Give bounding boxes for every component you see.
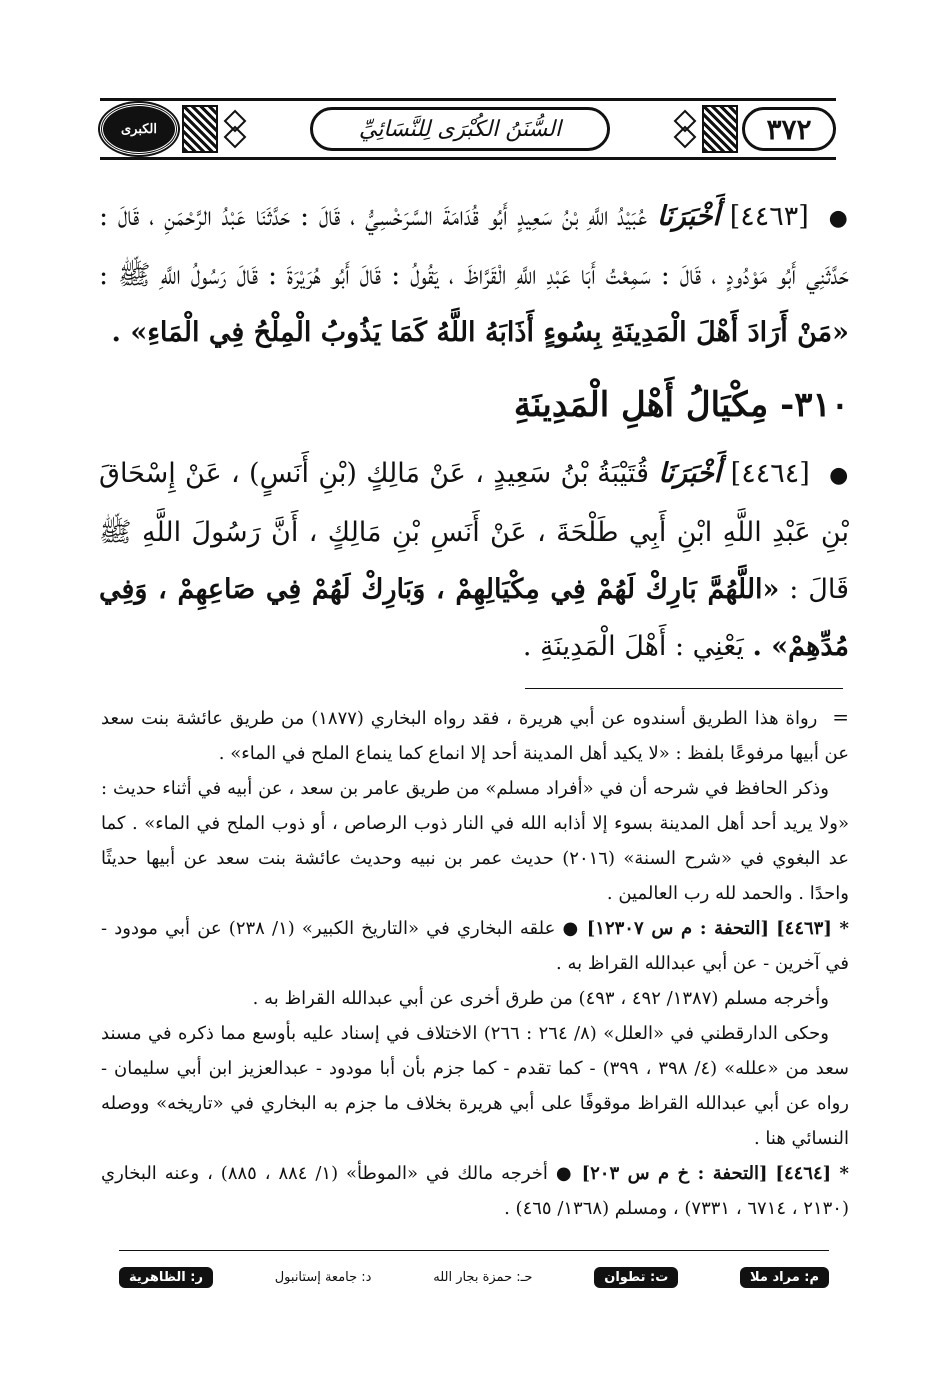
bullet-icon: ●	[829, 463, 850, 488]
ornament-knot-icon	[672, 105, 698, 153]
footnote-text: ● أخرجه مالك في «الموطأ» (١/ ٨٨٤ ، ٨٨٥) ، وعنه البخاري (٢١٣٠ ، ٦٧١٤ ، ٧٣٣١) ، ومسلم (١٣٦٨/ ٤٦٥) .	[101, 1163, 849, 1219]
siglum-r: ر: الظاهرية	[119, 1267, 213, 1288]
ornament-strip-icon	[702, 105, 738, 153]
bottom-separator	[119, 1250, 829, 1251]
header-right-ornament	[672, 101, 836, 157]
tuhfa-reference: [التحفة : م س ١٢٣٠٧]	[586, 918, 769, 939]
hadith-tail: يَعْنِي : أَهْلَ الْمَدِينَةِ .	[522, 631, 744, 662]
matn: «اللَّهُمَّ بَارِكْ لَهُمْ فِي مِكْيَالِهِمْ ، وَبَارِكْ لَهُمْ فِي صَاعِهِمْ ، وَفِي مُدِّهِمْ» .	[99, 574, 849, 662]
hadith-number: [٤٤٦٤]	[730, 458, 810, 489]
page-number-text: ٣٧٢	[766, 112, 812, 146]
footnote-4463	[101, 911, 849, 981]
footnote-continuation	[101, 700, 849, 771]
akhbarana: أَخْبَرَنَا	[656, 201, 720, 232]
footnote-paragraph: وذكر الحافظ في شرحه أن في «أفراد مسلم» من طريق عامر بن سعد ، عن أبيه في أثناء حديث : «ولا يريد أحد أهل المدينة بسوء إلا أذابه الله في النار ذوب الرصاص ، أو ذوب الملح في الماء» . كما عد البغوي في «شرح السنة» (٢٠١٦) حديث عمر بن نبيه وحديث عائشة بنت سعد عن أبيها حديثًا واحدًا . والحمد لله رب العالمين .	[101, 778, 849, 904]
footnote-marker: * [٤٤٦٣]	[776, 918, 849, 939]
bullet-icon: ●	[828, 206, 850, 231]
isnad: قُتَيْبَةُ بْنُ سَعِيدٍ ، عَنْ مَالِكٍ (بْنِ أَنَسٍ) ، عَنْ إِسْحَاقَ بْنِ عَبْدِ اللَّهِ ابْنِ أَبِي طَلْحَةَ ، عَنْ أَنَسِ بْنِ مَالِكٍ ، أَنَّ رَسُولَ اللَّهِ ﷺ قَالَ :	[99, 458, 849, 605]
ornament-strip-icon	[182, 105, 218, 153]
siglum-m: م: مراد ملا	[740, 1267, 829, 1288]
footnotes	[101, 700, 849, 1226]
hadith-4464	[99, 445, 849, 675]
akhbarana: أَخْبَرَنَا	[658, 458, 722, 489]
page-header	[100, 98, 836, 160]
medallion-text: الكبرى	[120, 121, 158, 137]
hadith-number: [٤٤٦٣]	[729, 201, 809, 232]
knot-icon	[223, 109, 247, 149]
siglum-h: حـ: حمزة بجار الله	[433, 1269, 533, 1285]
isnad: عُبَيْدُ اللَّهِ بْنُ سَعِيدٍ أَبُو قُدَامَةَ السَّرَخْسِيُّ ، قَالَ : حَدَّثَنَا عَبْدُ الرَّحْمَنِ ، قَالَ : حَدَّثَنِي أَبُو مَوْدُودٍ ، قَالَ : سَمِعْتُ أَبَا عَبْدِ اللَّهِ الْقَرَّاظَ ، يَقُولُ : قَالَ أَبُو هُرَيْرَةَ : قَالَ رَسُولُ اللَّهِ ﷺ :	[99, 201, 849, 291]
hadith-4463	[99, 188, 849, 361]
footnote-4464	[101, 1156, 849, 1226]
main-text	[99, 188, 849, 675]
header-medallion	[100, 103, 178, 155]
footnote-marker: * [٤٤٦٤]	[775, 1163, 849, 1184]
header-left-ornament	[100, 101, 248, 157]
knot-icon	[673, 109, 697, 149]
footnote-paragraph: وحكى الدارقطني في «العلل» (٨/ ٢٦٤ : ٢٦٦) الاختلاف في إسناد عليه بأوسع مما ذكره في مسند سعد من «علله» (٤/ ٣٩٨ ، ٣٩٩) - كما تقدم - كما جزم بأن أبا مودود - عبدالعزيز ابن أبي سليمان - رواه عن أبي عبدالله القراظ موقوفًا على أبي هريرة بخلاف ما جزم به البخاري في «تاريخه» ووصله النسائي هنا .	[101, 1023, 849, 1149]
siglum-d: د: جامعة إستانبول	[274, 1269, 372, 1285]
footnote-text: ● علقه البخاري في «التاريخ الكبير» (١/ ٢٣٨) عن أبي مودود - في آخرين - عن أبي عبدالله القراظ به .	[101, 918, 849, 974]
footnote-paragraph: وأخرجه مسلم (١٣٨٧/ ٤٩٢ ، ٤٩٣) من طرق أخرى عن أبي عبدالله القراظ به .	[252, 988, 829, 1009]
tuhfa-reference: [التحفة : خ م س ٢٠٣]	[581, 1163, 768, 1184]
chapter-title: ٣١٠- مِكْيَالُ أَهْلِ الْمَدِينَةِ	[513, 385, 849, 425]
footnote-text: رواة هذا الطريق أسندوه عن أبي هريرة ، فقد رواه البخاري (١٨٧٧) من طريق عائشة بنت سعد عن أبيها مرفوعًا بلفظ : «لا يكيد أهل المدينة أحد إلا انماع كما ينماع الملح في الماء» .	[101, 708, 849, 764]
page-number	[742, 107, 836, 151]
running-title	[310, 107, 610, 151]
matn: «مَنْ أَرَادَ أَهْلَ الْمَدِينَةِ بِسُوءٍ أَذَابَهُ اللَّهُ كَمَا يَذُوبُ الْمِلْحُ فِي الْمَاءِ» .	[111, 317, 849, 348]
manuscript-sigla-bar	[119, 1262, 829, 1292]
footnote-separator	[525, 688, 843, 689]
continuation-marker: =	[832, 705, 849, 729]
ornament-knot-icon	[222, 105, 248, 153]
running-title-text: السُّنَنُ الكُبْرَى لِلنَّسَائِيِّ	[358, 116, 562, 142]
siglum-t: ت: تطوان	[594, 1267, 678, 1288]
